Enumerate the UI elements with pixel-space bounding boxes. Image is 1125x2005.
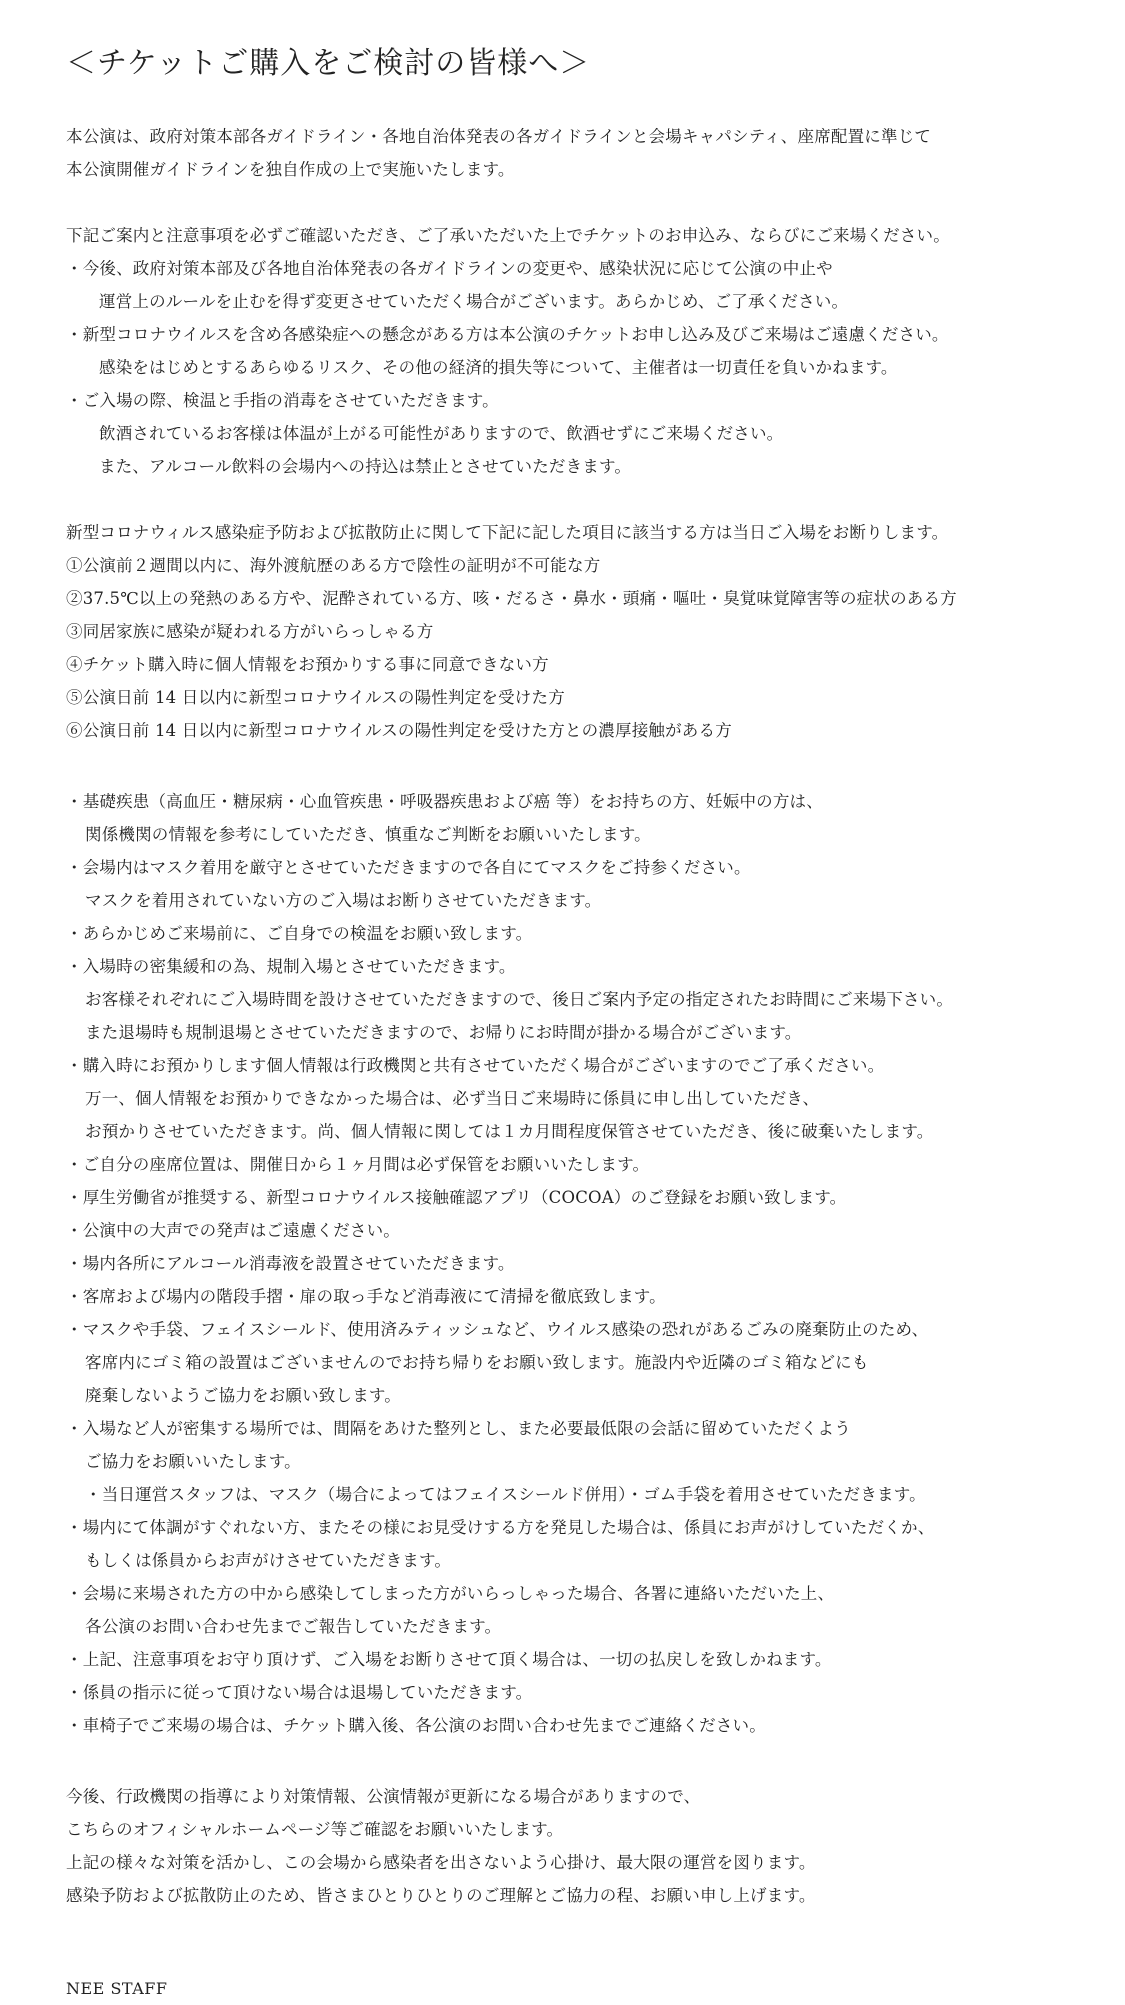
spacer [66, 186, 1106, 219]
page-title: ＜チケットご購入をご検討の皆様へ＞ [66, 46, 591, 81]
rules-section [66, 785, 1106, 1742]
refusal-item: ⑥公演日前 14 日以内に新型コロナウイルスの陽性判定を受けた方との濃厚接触がある方 [66, 721, 732, 740]
notice-item: ・新型コロナウイルスを含め各感染症への懸念がある方は本公演のチケットお申し込み及びご来場はご遠慮ください。 [66, 325, 949, 344]
spacer [66, 1912, 1106, 1972]
rule-item: ・公演中の大声での発声はご遠慮ください。 [66, 1221, 400, 1240]
notice-item-continuation: 飲酒されているお客様は体温が上がる可能性がありますので、飲酒せずにご来場ください。 [99, 424, 784, 443]
refusal-item: ⑤公演日前 14 日以内に新型コロナウイルスの陽性判定を受けた方 [66, 688, 565, 707]
rule-item: ・会場に来場された方の中から感染してしまった方がいらっしゃった場合、各署に連絡いただいた上、 [66, 1584, 835, 1603]
signature: NEE STAFF [66, 1979, 168, 1998]
closing-line: 今後、行政機関の指導により対策情報、公演情報が更新になる場合がありますので、 [66, 1787, 701, 1806]
rule-item-continuation: 廃棄しないようご協力をお願い致します。 [85, 1386, 401, 1405]
closing-line: 感染予防および拡散防止のため、皆さまひとりひとりのご理解とご協力の程、お願い申し上げます。 [66, 1886, 816, 1905]
rule-item: ・入場など人が密集する場所では、間隔をあけた整列とし、また必要最低限の会話に留めていただくよう [66, 1419, 851, 1438]
rule-item-continuation: 関係機関の情報を参考にしていただき、慎重なご判断をお願いいたします。 [85, 825, 651, 844]
rule-item-continuation: 客席内にゴミ箱の設置はございませんのでお持ち帰りをお願い致します。施設内や近隣のゴミ箱などにも [85, 1353, 869, 1372]
refusal-item: ③同居家族に感染が疑われる方がいらっしゃる方 [66, 622, 434, 641]
rule-item-continuation: マスクを着用されていない方のご入場はお断りさせていただきます。 [85, 891, 602, 910]
refusal-item: ④チケット購入時に個人情報をお預かりする事に同意できない方 [66, 655, 549, 674]
intro-paragraph [66, 120, 1106, 186]
notice-document [66, 44, 1106, 2005]
refusal-heading: 新型コロナウィルス感染症予防および拡散防止に関して下記に記した項目に該当する方は当日ご入場をお断りします。 [66, 523, 949, 542]
rule-item-continuation: 各公演のお問い合わせ先までご報告していただきます。 [85, 1617, 502, 1636]
refusal-item: ②37.5℃以上の発熱のある方や、泥酔されている方、咳・だるさ・鼻水・頭痛・嘔吐・臭覚味覚障害等の症状のある方 [66, 589, 957, 608]
spacer [66, 1742, 1106, 1780]
rule-item-continuation: お客様それぞれにご入場時間を設けさせていただきますので、後日ご案内予定の指定されたお時間にご来場下さい。 [85, 990, 954, 1009]
rule-item: ・会場内はマスク着用を厳守とさせていただきますので各自にてマスクをご持参ください。 [66, 858, 751, 877]
rule-item: ・あらかじめご来場前に、ご自身での検温をお願い致します。 [66, 924, 533, 943]
rule-item: ・マスクや手袋、フェイスシールド、使用済みティッシュなど、ウイルス感染の恐れがあるごみの廃棄防止のため、 [66, 1320, 929, 1339]
rule-subitem: ・当日運営スタッフは、マスク（場合によってはフェイスシールド併用）・ゴム手袋を着用させていただきます。 [85, 1485, 926, 1504]
notice-section [66, 219, 1106, 483]
rule-item-continuation: もしくは係員からお声がけさせていただきます。 [85, 1551, 452, 1570]
rule-item: ・基礎疾患（高血圧・糖尿病・心血管疾患・呼吸器疾患および癌 等）をお持ちの方、妊娠中の方は、 [66, 792, 823, 811]
notice-item: ・ご入場の際、検温と手指の消毒をさせていただきます。 [66, 391, 499, 410]
notice-item-continuation: また、アルコール飲料の会場内への持込は禁止とさせていただきます。 [99, 457, 632, 476]
rule-item: ・場内にて体調がすぐれない方、またその様にお見受けする方を発見した場合は、係員にお声がけしていただくか、 [66, 1518, 935, 1537]
rule-item: ・購入時にお預かりします個人情報は行政機関と共有させていただく場合がございますのでご了承ください。 [66, 1056, 885, 1075]
refusal-item: ①公演前２週間以内に、海外渡航歴のある方で陰性の証明が不可能な方 [66, 556, 601, 575]
intro-line: 本公演は、政府対策本部各ガイドライン・各地自治体発表の各ガイドラインと会場キャパシティ、座席配置に準じて [66, 127, 932, 146]
rule-item: ・客席および場内の階段手摺・扉の取っ手など消毒液にて清掃を徹底致します。 [66, 1287, 666, 1306]
closing-paragraph [66, 1780, 1106, 1912]
rule-item: ・上記、注意事項をお守り頂けず、ご入場をお断りさせて頂く場合は、一切の払戻しを致しかねます。 [66, 1650, 832, 1669]
rule-item-continuation: また退場時も規制退場とさせていただきますので、お帰りにお時間が掛かる場合がございます。 [85, 1023, 802, 1042]
rule-item-continuation: ご協力をお願いいたします。 [85, 1452, 301, 1471]
notice-heading: 下記ご案内と注意事項を必ずご確認いただき、ご了承いただいた上でチケットのお申込み、ならびにご来場ください。 [66, 226, 950, 245]
spacer [66, 483, 1106, 516]
closing-line: こちらのオフィシャルホームページ等ご確認をお願いいたします。 [66, 1820, 564, 1839]
closing-line: 上記の様々な対策を活かし、この会場から感染者を出さないよう心掛け、最大限の運営を図ります。 [66, 1853, 816, 1872]
rule-item: ・係員の指示に従って頂けない場合は退場していただきます。 [66, 1683, 533, 1702]
rule-item: ・場内各所にアルコール消毒液を設置させていただきます。 [66, 1254, 515, 1273]
rule-item: ・ご自分の座席位置は、開催日から１ヶ月間は必ず保管をお願いいたします。 [66, 1155, 650, 1174]
rule-item: ・車椅子でご来場の場合は、チケット購入後、各公演のお問い合わせ先までご連絡ください。 [66, 1716, 766, 1735]
rule-item-continuation: 万一、個人情報をお預かりできなかった場合は、必ず当日ご来場時に係員に申し出していただき、 [85, 1089, 820, 1108]
refusal-section [66, 516, 1106, 747]
notice-item: ・今後、政府対策本部及び各地自治体発表の各ガイドラインの変更や、感染状況に応じて公演の中止や [66, 259, 833, 278]
spacer [66, 747, 1106, 785]
rule-item: ・入場時の密集緩和の為、規制入場とさせていただきます。 [66, 957, 516, 976]
rule-item-continuation: お預かりさせていただきます。尚、個人情報に関しては１カ月間程度保管させていただき、後に破棄いたします。 [85, 1122, 934, 1141]
rule-item: ・厚生労働省が推奨する、新型コロナウイルス接触確認アプリ（COCOA）のご登録をお願い致します。 [66, 1188, 847, 1207]
intro-line: 本公演開催ガイドラインを独自作成の上で実施いたします。 [66, 160, 515, 179]
notice-item-continuation: 運営上のルールを止むを得ず変更させていただく場合がございます。あらかじめ、ご了承ください。 [99, 292, 849, 311]
notice-item-continuation: 感染をはじめとするあらゆるリスク、その他の経済的損失等について、主催者は一切責任を負いかねます。 [99, 358, 898, 377]
